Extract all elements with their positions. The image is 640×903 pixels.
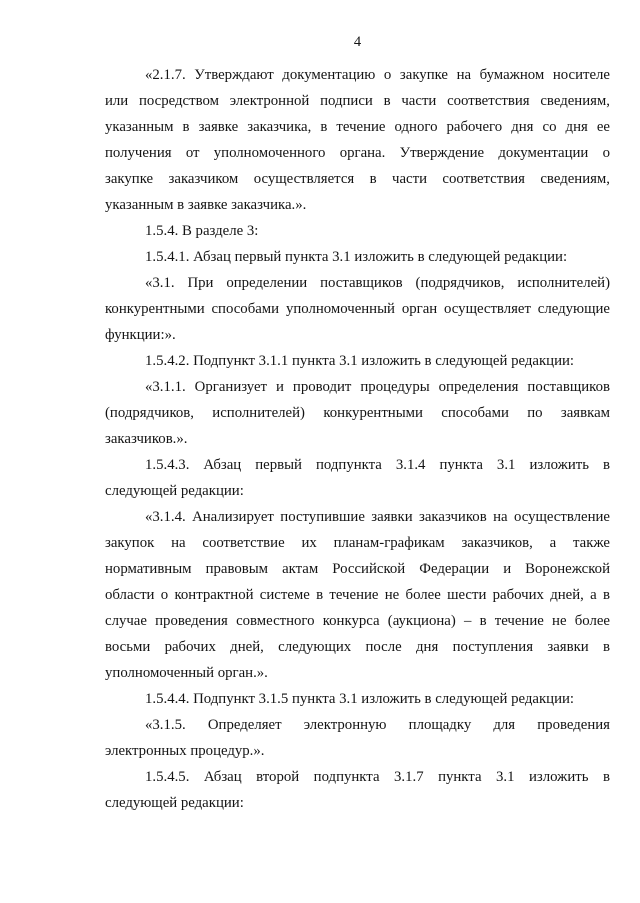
text-line: указанным в заявке заказчика.». xyxy=(105,197,307,213)
text-line: «2.1.7. Утверждают документацию о закупке на бумажном носителе xyxy=(145,67,610,83)
text-line: 1.5.4.4. Подпункт 3.1.5 пункта 3.1 изложить в следующей редакции: xyxy=(145,691,575,707)
text-line: 1.5.4. В разделе 3: xyxy=(145,223,259,239)
item-1-5-4-1 xyxy=(105,244,610,270)
item-1-5-4-4 xyxy=(105,686,610,712)
text-line: следующей редакции: xyxy=(105,795,244,811)
document-body xyxy=(105,62,610,816)
amended-text-3-1-1 xyxy=(105,374,610,452)
text-line: 1.5.4.2. Подпункт 3.1.1 пункта 3.1 изложить в следующей редакции: xyxy=(145,353,575,369)
item-1-5-4-2 xyxy=(105,348,610,374)
item-1-5-4-3 xyxy=(105,452,610,504)
item-1-5-4-5 xyxy=(105,764,610,816)
text-line: «3.1. При определении поставщиков (подрядчиков, исполнителей) xyxy=(145,275,610,291)
page-number: 4 xyxy=(353,34,362,50)
text-line: области о контрактной системе в течение не более шести рабочих дней, а в xyxy=(105,587,610,603)
text-line: закупок на соответствие их планам-графикам заказчиков, а также xyxy=(105,535,610,551)
text-line: 1.5.4.1. Абзац первый пункта 3.1 изложить в следующей редакции: xyxy=(145,249,568,265)
text-line: «3.1.5. Определяет электронную площадку для проведения xyxy=(145,717,610,733)
text-line: (подрядчиков, исполнителей) конкурентными способами по заявкам xyxy=(105,405,610,421)
text-line: следующей редакции: xyxy=(105,483,244,499)
text-line: электронных процедур.». xyxy=(105,743,265,759)
text-line: 1.5.4.3. Абзац первый подпункта 3.1.4 пункта 3.1 изложить в xyxy=(145,457,610,473)
text-line: уполномоченный орган.». xyxy=(105,665,268,681)
amended-text-3-1-4 xyxy=(105,504,610,686)
item-1-5-4 xyxy=(105,218,610,244)
text-line: конкурентными способами уполномоченный орган осуществляет следующие xyxy=(105,301,610,317)
text-line: «3.1.4. Анализирует поступившие заявки заказчиков на осуществление xyxy=(145,509,610,525)
text-line: закупке заказчиком осуществляется в части соответствия сведениям, xyxy=(105,171,610,187)
text-line: получения от уполномоченного органа. Утверждение документации о xyxy=(105,145,610,161)
text-line: нормативным правовым актам Российской Федерации и Воронежской xyxy=(105,561,610,577)
text-line: «3.1.1. Организует и проводит процедуры определения поставщиков xyxy=(145,379,610,395)
text-line: случае проведения совместного конкурса (аукциона) – в течение не более xyxy=(105,613,610,629)
amended-text-3-1-5 xyxy=(105,712,610,764)
text-line: 1.5.4.5. Абзац второй подпункта 3.1.7 пункта 3.1 изложить в xyxy=(145,769,610,785)
text-line: или посредством электронной подписи в части соответствия сведениям, xyxy=(105,93,610,109)
text-line: восьми рабочих дней, следующих после дня поступления заявки в xyxy=(105,639,610,655)
text-line: функции:». xyxy=(105,327,176,343)
text-line: указанным в заявке заказчика, в течение одного рабочего дня со дня ее xyxy=(105,119,610,135)
amended-text-2-1-7 xyxy=(105,62,610,218)
amended-text-3-1 xyxy=(105,270,610,348)
text-line: заказчиков.». xyxy=(105,431,188,447)
